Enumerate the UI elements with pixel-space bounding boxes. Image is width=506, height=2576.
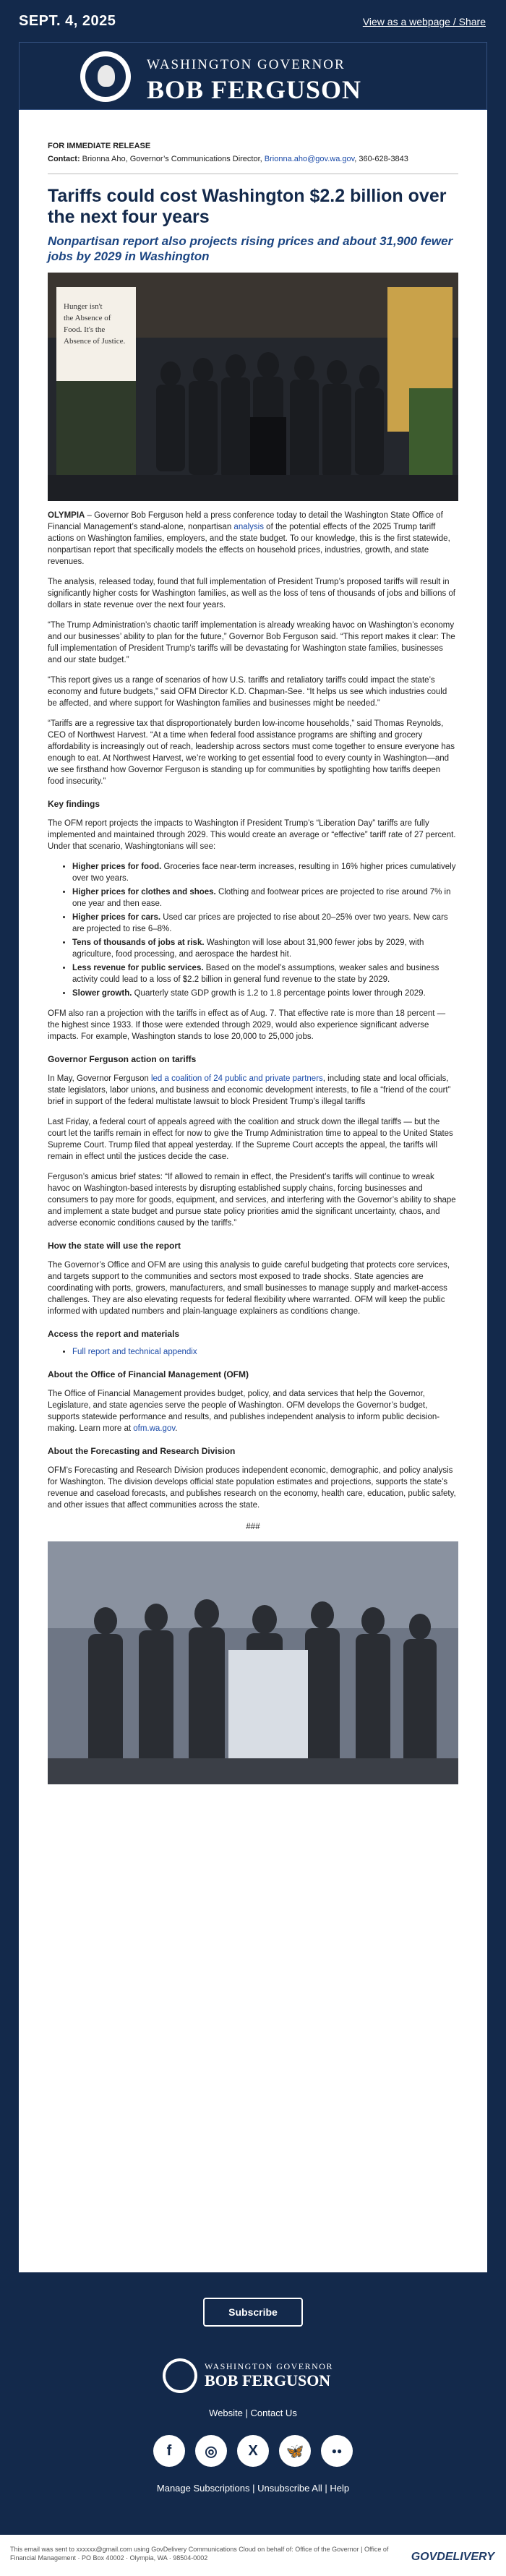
paragraph-11: The Governor’s Office and OFM are using this analysis to guide careful budgeting that protects core services, and targets support to the communities and sectors most exposed to trade shocks. State agencies are coordinating with ports, growers, manufacturers, and small businesses to manage supply and market-access challenges. They are also elevating requests for federal flexibility where warranted. OFM will keep the public informed with updated numbers and plain-language explainers as conditions change. [48,1261,450,1316]
subscription-links: Manage Subscriptions | Unsubscribe All | Help [156,2483,350,2494]
website-link[interactable]: Website [209,2408,243,2418]
disclaimer-text: This email was sent to xxxxxx@gmail.com using GovDelivery Communications Cloud on behalf of: Office of the Governor | Office of Financial Management · PO Box 40002 · Olympia, WA · 98504-0002 [10,2546,389,2562]
finding-item: • Tens of thousands of jobs at risk. Washington will lose about 31,900 fewer jobs by 2029, with agriculture, food processing, and aerospace the hardest hit. [72,937,458,960]
subscribe-button[interactable]: Subscribe [203,2298,303,2327]
footer-seal-icon [163,2358,197,2393]
end-mark: ### [246,1523,260,1531]
full-report-link[interactable]: Full report and technical appendix [72,1348,197,1356]
finding-item: • Higher prices for clothes and shoes. Clothing and footwear prices are projected to rise around 7% in one year and then ease. [72,886,458,910]
paragraph-13: OFM’s Forecasting and Research Division produces independent economic, demographic, and policy analysis for Washington. The division develops official state population estimates and projections, supports the state’s revenue and caseload forecasts, and publishes research on the economy, health care, education, public safety, and other issues that affect communities across the state. [48,1466,456,1510]
govdelivery-logo[interactable]: GOVDELIVERY [411,2551,494,2563]
top-bar [0,0,506,42]
group-photo [48,1541,458,1784]
footer-links: Website | Contact Us [209,2408,297,2418]
finding-item: • Less revenue for public services. Based on the model’s assumptions, weaker sales and business activity could lead to a loss of $2.2 billion in general fund revenue to the state by 2029. [72,962,458,985]
instagram-icon[interactable]: ◎ [195,2435,227,2467]
key-findings-heading: Key findings [48,799,100,809]
help-link[interactable]: Help [330,2483,350,2494]
contact-line: Contact: Brionna Aho, Governor’s Communications Director, Brionna.aho@gov.wa.gov, 360-628-3843 [48,155,408,163]
paragraph-3: “The Trump Administration’s chaotic tariff implementation is already wreaking havoc on Washington’s economy and our businesses’ ability to plan for the future,” Governor Bob Ferguson said. “This report makes it clear: The full implementation of President Trump’s tariffs will be devastating for Washington state families, businesses and our state budget.” [48,621,455,664]
release-date: SEPT. 4, 2025 [19,13,116,29]
manage-subscriptions-link[interactable]: Manage Subscriptions [156,2483,250,2494]
paragraph-7: OFM also ran a projection with the tariffs in effect as of Aug. 7. That effective rate is more than 18 percent — the highest since 1933. If those were extended through 2029, would also experience significant adverse impacts. For example, Washington stands to lose 20,000 to 25,000 jobs. [48,1009,446,1041]
finding-item: • Slower growth. Quarterly state GDP growth is 1.2 to 1.8 percentage points lower through 2029. [72,988,458,999]
frd-heading: About the Forecasting and Research Division [48,1446,236,1456]
svg-text:Hunger isn't: Hunger isn't [64,302,103,311]
findings-list [48,861,458,999]
ofm-heading: About the Office of Financial Management (OFM) [48,1369,249,1379]
disclaimer-band [0,2535,506,2576]
paragraph-1: OLYMPIA – Governor Bob Ferguson held a press conference today to detail the Washington State Office of Financial Management’s stand-alone, nonpartisan analysis of the potential effects of the 2025 Trump tariff actions on Washington families, employers, and the state budget. To our knowledge, this is the first statewide, nonpartisan report that specifically models the effects on household prices, industries, growth, and state revenues. [48,511,450,566]
contact-email-link[interactable]: Brionna.aho@gov.wa.gov [264,155,355,163]
coalition-link[interactable]: led a coalition of 24 public and private partners [150,1074,323,1083]
masthead-title-line1: WASHINGTON GOVERNOR [147,57,346,72]
unsubscribe-link[interactable]: Unsubscribe All [257,2483,322,2494]
article-subtitle: Nonpartisan report also projects rising prices and about 31,900 fewer jobs by 2029 in Washington [48,234,453,263]
footer-logo-line2: BOB FERGUSON [205,2371,331,2389]
finding-item: • Higher prices for cars. Used car prices are projected to rise about 20–25% over two years. New cars are projected to rise 6–8%. [72,912,458,935]
contact-us-link[interactable]: Contact Us [250,2408,297,2418]
press-conference-photo [48,273,458,501]
use-heading: How the state will use the report [48,1241,181,1251]
bluesky-icon[interactable]: 🦋 [279,2435,311,2467]
materials-item [72,1346,458,1358]
paragraph-9: Last Friday, a federal court of appeals agreed with the coalition and struck down the illegal tariffs — but the court let the tariffs remain in effect for now to give the Trump Administration time to appeal to the United States Supreme Court. Trump filed that appeal yesterday. If the Supreme Court accepts the appeal, the tariffs will remain in effect until the justices decide the case. [48,1118,453,1161]
paragraph-4: “This report gives us a range of scenarios of how U.S. tariffs and retaliatory tariffs could impact the state’s economy and future budgets,” said OFM Director K.D. Chapman-See. “It helps us see which industries could be affected, and where support for Washington families and businesses might be needed.” [48,676,447,708]
paragraph-5: “Tariffs are a regressive tax that disproportionately burden low-income households,” said Thomas Reynolds, CEO of Northwest Harvest. “At a time when federal food assistance programs are shifting and grocery affordability is increasingly out of reach, leadership across sectors must come together to ensure everyone has enough to eat. At Northwest Harvest, we’re working to get essential food to every county in Washington—and we see firsthand how Governor Ferguson is standing up for communities by spotlighting how tariffs deepen food insecurity.” [48,719,455,786]
finding-item: • Higher prices for food. Groceries face near-term increases, resulting in 16% higher prices cumulatively over two years. [72,861,458,884]
access-heading: Access the report and materials [48,1329,180,1339]
svg-text:Absence of Justice.: Absence of Justice. [64,337,126,346]
release-label: FOR IMMEDIATE RELEASE [48,142,151,150]
materials-list [48,1346,458,1358]
state-seal-icon [80,51,131,102]
masthead-title-line2: BOB FERGUSON [147,75,362,104]
flickr-icon[interactable]: ●● [321,2435,353,2467]
analysis-link[interactable]: analysis [233,523,264,531]
paragraph-8: In May, Governor Ferguson led a coalition of 24 public and private partners, including state and local officials, state legislators, labor unions, and business and economic development interests, to file a “friend of the court” brief in support of the federal multistate lawsuit to block President Trump’s illegal tariffs [48,1074,451,1106]
email-body [19,110,487,2272]
action-heading: Governor Ferguson action on tariffs [48,1054,197,1064]
svg-text:Food. It's the: Food. It's the [64,325,106,334]
ofm-link[interactable]: ofm.wa.gov [133,1424,176,1433]
social-links [153,2435,353,2468]
paragraph-2: The analysis, released today, found that full implementation of President Trump’s proposed tariffs will result in significantly higher costs for Washington families, as well as the loss of tens of thousands of jobs and billions of dollars in state revenue over the next four years. [48,578,456,609]
paragraph-10: Ferguson’s amicus brief states: “If allowed to remain in effect, the President’s tariffs will continue to wreak havoc on Washington-based interests by disrupting established supply chains, forcing businesses and consumers to pay more for goods, equipment, and services, and interfering with the Governor’s ability to shape and implement a state budget and pursue state policy priorities amid the significant uncertainty, chaos, and adverse economic conditions caused by the tariffs.” [48,1173,456,1228]
footer-logo [163,2355,343,2396]
view-as-webpage-link[interactable]: View as a webpage / Share [362,16,486,27]
paragraph-12: The Office of Financial Management provides budget, policy, and data services that help the Governor, Legislature, and state agencies serve the people of Washington. OFM develops the Governor’s budget, supports statewide performance and results, and publishes independent analysis to inform public decision-making. Learn more at ofm.wa.gov. [48,1390,440,1433]
masthead-banner [19,42,487,110]
svg-text:the Absence of: the Absence of [64,314,111,322]
x-icon[interactable]: X [237,2435,269,2467]
article-title: Tariffs could cost Washington $2.2 billion over the next four years [48,186,447,227]
facebook-icon[interactable]: f [153,2435,185,2467]
footer-logo-line1: WASHINGTON GOVERNOR [205,2361,333,2371]
paragraph-6: The OFM report projects the impacts to Washington if President Trump’s “Liberation Day” tariffs are fully implemented and maintained through 2029. This would create an average or “effective” tariff rate of 27 percent. Under that scenario, Washingtonians will see: [48,819,456,851]
